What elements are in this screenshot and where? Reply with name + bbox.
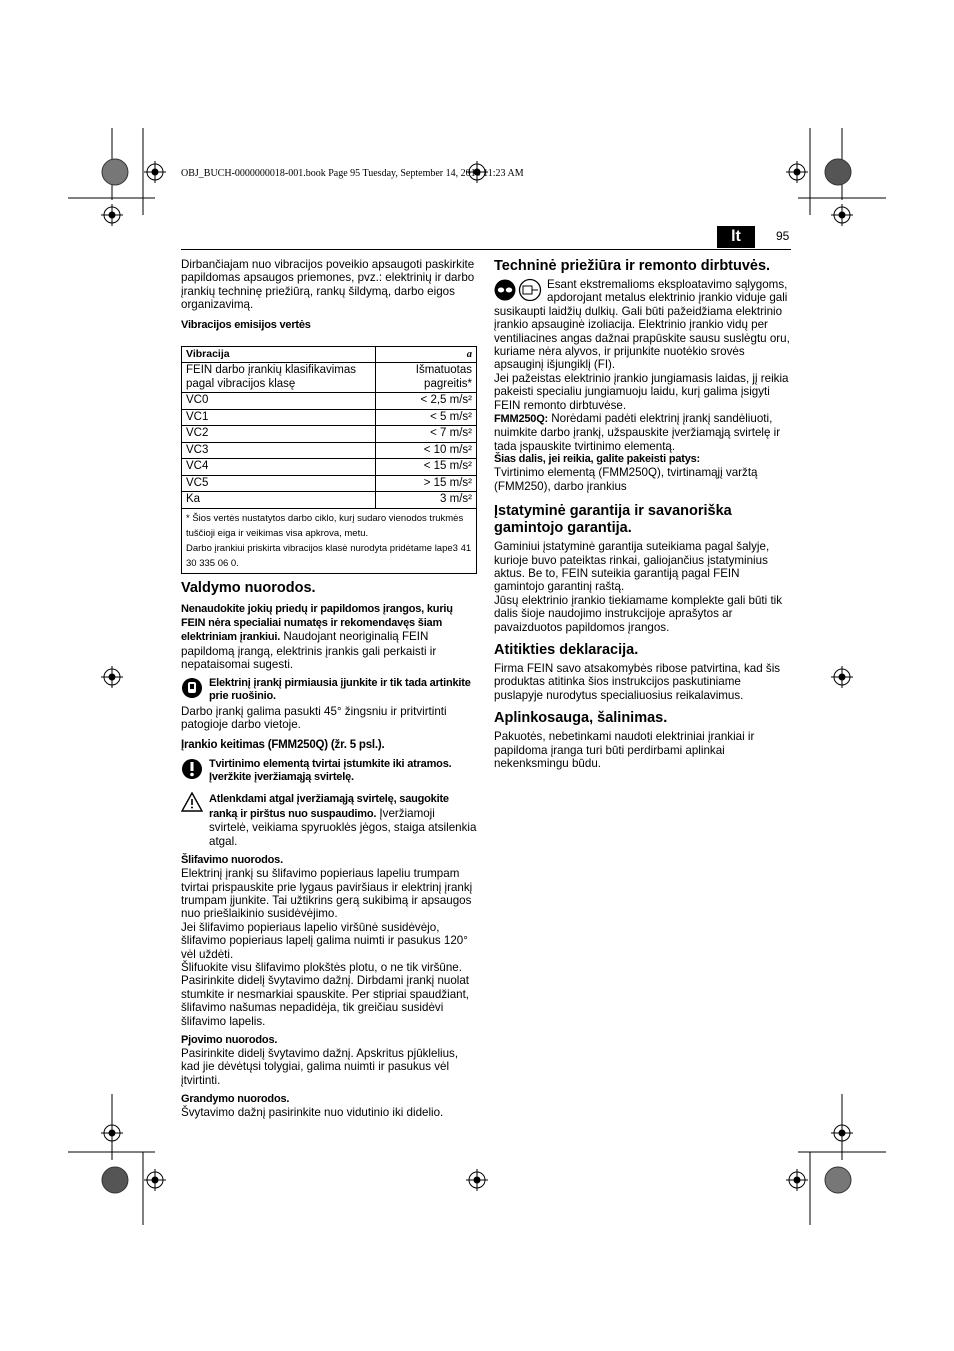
sanding-paragraph-2: Jei šlifavimo popieriaus lapelio viršūnė susidėvėjo, šlifavimo popieriaus lapelį galima nuimti ir pasukus 120° vėl uždėti. [181, 920, 468, 961]
maintenance-heading: Techninė priežiūra ir remonto dirbtuvės. [494, 258, 771, 274]
row-value: < 10 m/s² [376, 442, 477, 459]
scraping-paragraph: Švytavimo dažnį pasirinkite nuo vidutinio iki didelio. [181, 1106, 444, 1120]
exclamation-note: Tvirtinimo elementą tvirtai įstumkite iki atramos. Įveržkite įveržiamąją svirtelę. [209, 758, 452, 784]
fmm-text: Norėdami padėti elektrinį įrankį sandėliuoti, nuimkite darbo įrankį, užspauskite įveržiamąją svirtelę ir tada įspauskite tvirtinimo elementą. [494, 412, 781, 453]
maintenance-paragraph-1: Esant ekstremalioms eksploatavimo sąlygoms, apdorojant metalus elektrinio įrankio viduje gali susikaupti laidžių dulkių. Gali būti pažeidžiama elektrinio įrankio apsauginė izoliacija. Elektrinio įrankio vidų per ventiliacines angas dažnai prapūskite sausu suslėgtu oru, kuriame nėra alyvos, ir prijunkite nuotėkio srovės apsauginį išjungiklį (FI). [494, 278, 790, 372]
warning-triangle-icon [181, 792, 205, 812]
scraping-heading: Grandymo nuorodos. [181, 1093, 290, 1106]
intro-paragraph: Dirbančiajam nuo vibracijos poveikio apsaugoti paskirkite papildomas apsaugos priemones, pvz.: elektrinių ir darbo įrankių techninę priežiūrą, rankų šildymą, darbo eigos organizavimą. [181, 258, 475, 312]
eye-protection-icon [495, 280, 516, 301]
row-class: VC5 [182, 475, 376, 492]
table-note [182, 508, 477, 573]
row-value: < 2,5 m/s² [376, 393, 477, 410]
table-class-label: FEIN darbo įrankių klasifikavimas pagal vibracijos klasę [182, 363, 376, 393]
table-row [182, 492, 477, 509]
table-header-a: a [376, 346, 477, 363]
warranty-heading: Įstatyminė garantija ir savanoriška gamintojo garantija. [494, 503, 732, 537]
row-value: < 15 m/s² [376, 459, 477, 476]
table-header-vibration: Vibracija [182, 346, 376, 363]
row-value: < 5 m/s² [376, 409, 477, 426]
operating-heading: Valdymo nuorodos. [181, 579, 316, 596]
row-class: Ka [182, 492, 376, 509]
sawing-paragraph: Pasirinkite didelį švytavimo dažnį. Apskritus pjūklelius, kad jie dėvėtųsi tolygiai, galima nuimti ir pasukus vėl įtvirtinti. [181, 1046, 459, 1087]
warning-bold: Atlenkdami atgal įveržiamąją svirtelę, saugokite ranką ir pirštus nuo suspaudimo. [209, 793, 449, 820]
table-row [182, 426, 477, 443]
book-header: OBJ_BUCH-0000000018-001.book Page 95 Tuesday, September 14, 2010 11:23 AM [181, 168, 524, 179]
tool-change-heading: Įrankio keitimas (FMM250Q) (žr. 5 psl.). [181, 739, 385, 752]
conformity-heading: Atitikties deklaracija. [494, 641, 639, 658]
row-class: VC2 [182, 426, 376, 443]
warning-note-row [181, 792, 477, 848]
maintenance-icon-block [494, 278, 790, 372]
table-row [182, 459, 477, 476]
turn-paragraph: Darbo įrankį galima pasukti 45° žingsniu ir pritvirtinti patogioje darbo vietoje. [181, 704, 447, 732]
table-row [182, 475, 477, 492]
row-class: VC0 [182, 393, 376, 410]
vibration-table [181, 346, 477, 574]
hand-note: Elektrinį įrankį pirmiausia įjunkite ir tik tada artinkite prie ruošinio. [209, 676, 471, 702]
operating-warning-text: Naudojant neoriginalią FEIN papildomą įrangą, elektrinis įrankis gali perkaisti ir nepataisomai sugesti. [181, 630, 437, 672]
page-number: 95 [776, 229, 790, 243]
warning-text: Įveržiamoji svirtelė, veikiama spyruoklės jėgos, staiga atsilenkia atgal. [209, 806, 477, 848]
operating-warning-bold: Nenaudokite jokių priedų ir papildomos įrangos, kurių FEIN nėra specialiai numatęs ir rekomendavęs šiam elektriniam įrankiui. [181, 602, 453, 644]
maintenance-icons [494, 278, 544, 304]
header-rule [181, 249, 791, 250]
rcd-icon [520, 280, 541, 301]
table-row [182, 409, 477, 426]
conformity-paragraph: Firma FEIN savo atsakomybės ribose patvirtina, kad šis produktas atitinka šios instrukcijos paskutiniame puslapyje nurodytus specialiuosius reikalavimus. [494, 661, 781, 702]
warranty-paragraph-2: Jūsų elektrinio įrankio tiekiamame komplekte gali būti tik dalis šioje naudojimo instrukcijoje aprašytos ar pavaizduotos papildomos įrangos. [494, 593, 783, 634]
table-row [182, 393, 477, 410]
row-class: VC4 [182, 459, 376, 476]
environment-paragraph: Pakuotės, nebetinkami naudoti elektriniai įrankiai ir papildoma įranga turi būti perdirbami aplinkai nekenksmingu būdu. [494, 730, 755, 770]
fmm-label: FMM250Q: [494, 413, 549, 426]
table-row [182, 442, 477, 459]
left-column [181, 258, 477, 1120]
parts-paragraph: Tvirtinimo elementą (FMM250Q), tvirtinamąjį varžtą (FMM250), darbo įrankius [494, 466, 758, 493]
sanding-paragraph-3: Šlifuokite visu šlifavimo plokštės plotu, o ne tik viršūne. Pasirinkite didelį švytavimo dažnį. Dirbdami įrankį nuolat stumkite ir nesmarkiai spauskite. Per stipriai spaudžiant, šlifavimo našumas nepadidėja, tik greičiau susidėvi šlifavimo lapelis. [181, 960, 470, 1028]
sanding-paragraph-1: Elektrinį įrankį su šlifavimo popieriaus lapeliu trumpam tvirtai prispauskite prie lygaus paviršiaus ir elektrinį įrankį trumpam įjunkite. Tai užtikrins gerą sukibimą ir apsaugos nuo priešlaikinio susidėvėjimo. [181, 867, 473, 921]
hand-switch-icon [181, 677, 205, 699]
table-note-2: Darbo įrankiui priskirta vibracijos klasė nurodyta pridėtame lape3 41 30 335 06 0. [186, 542, 472, 569]
sawing-heading: Pjovimo nuorodos. [181, 1033, 278, 1046]
environment-heading: Aplinkosauga, šalinimas. [494, 710, 668, 727]
vibration-heading: Vibracijos emisijos vertės [181, 318, 311, 331]
row-class: VC3 [182, 442, 376, 459]
row-value: < 7 m/s² [376, 426, 477, 443]
warranty-paragraph-1: Gaminiui įstatyminė garantija suteikiama pagal šalyje, kurioje buvo pateiktas rinkai, galiojančius įstatyminius aktus. Be to, FEIN suteikia garantiją pagal FEIN gamintojo garantinį raštą. [494, 540, 770, 594]
parts-heading: Šias dalis, jei reikia, galite pakeisti patys: [494, 453, 701, 466]
row-class: VC1 [182, 409, 376, 426]
table-class-value: Išmatuotas pagreitis* [376, 363, 477, 393]
row-value: > 15 m/s² [376, 475, 477, 492]
sanding-heading: Šlifavimo nuorodos. [181, 854, 283, 867]
table-note-1: * Šios vertės nustatytos darbo ciklo, kurį sudaro vienodos trukmės tuščioji eiga ir veikimas visa apkrova, metu. [186, 512, 464, 539]
language-tab: lt [717, 226, 755, 248]
hand-note-row [181, 677, 477, 703]
maintenance-paragraph-2: Jei pažeistas elektrinio įrankio jungiamasis laidas, jį reikia pakeisti specialiu jungiamuoju laidu, kurį galima įsigyti FEIN remonto dirbtuvėse. [494, 371, 789, 412]
right-column [494, 258, 790, 770]
exclamation-note-row [181, 758, 477, 784]
row-value: 3 m/s² [376, 492, 477, 509]
exclamation-icon [181, 758, 205, 780]
